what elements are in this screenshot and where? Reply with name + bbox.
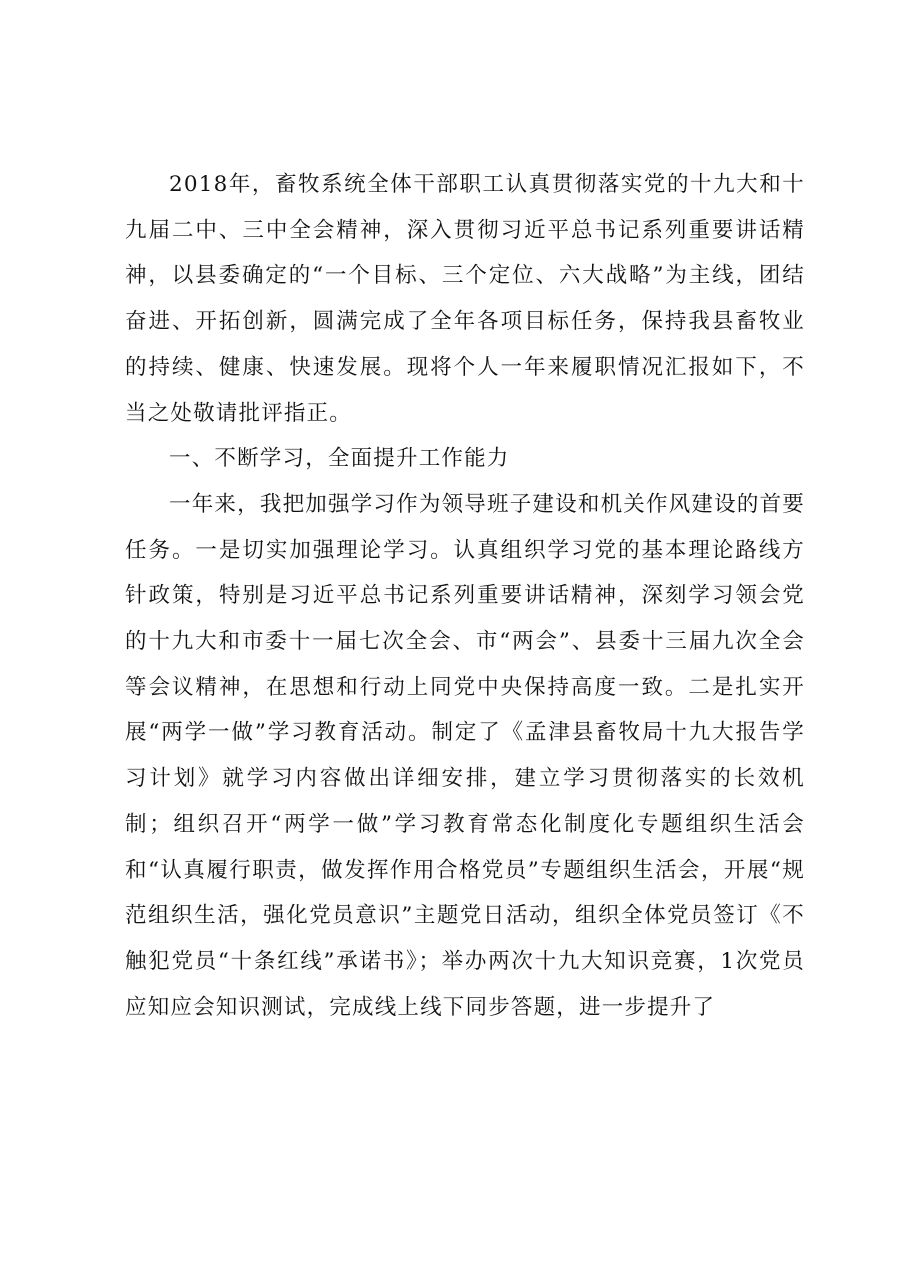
document-body	[125, 162, 805, 1030]
intro-paragraph: 2018年，畜牧系统全体干部职工认真贯彻落实党的十九大和十九届二中、三中全会精神，深入贯彻习近平总书记系列重要讲话精神，以县委确定的“一个目标、三个定位、六大战略”为主线，团结奋进、开拓创新，圆满完成了全年各项目标任务，保持我县畜牧业的持续、健康、快速发展。现将个人一年来履职情况汇报如下，不当之处敬请批评指正。	[125, 172, 805, 426]
section-1-heading: 一、不断学习，全面提升工作能力	[169, 446, 510, 472]
section-1-paragraph: 一年来，我把加强学习作为领导班子建设和机关作风建设的首要任务。一是切实加强理论学习。认真组织学习党的基本理论路线方针政策，特别是习近平总书记系列重要讲话精神，深刻学习领会党的十九大和市委十一届七次全会、市“两会”、县委十三届九次全会等会议精神，在思想和行动上同党中央保持高度一致。二是扎实开展“两学一做”学习教育活动。制定了《孟津县畜牧局十九大报告学习计划》就学习内容做出详细安排，建立学习贯彻落实的长效机制；组织召开“两学一做”学习教育常态化制度化专题组织生活会和“认真履行职责，做发挥作用合格党员”专题组织生活会，开展“规范组织生活，强化党员意识”主题党日活动，组织全体党员签订《不触犯党员“十条红线”承诺书》；举办两次十九大知识竞赛，1次党员应知应会知识测试，完成线上线下同步答题，进一步提升了	[125, 491, 805, 1020]
